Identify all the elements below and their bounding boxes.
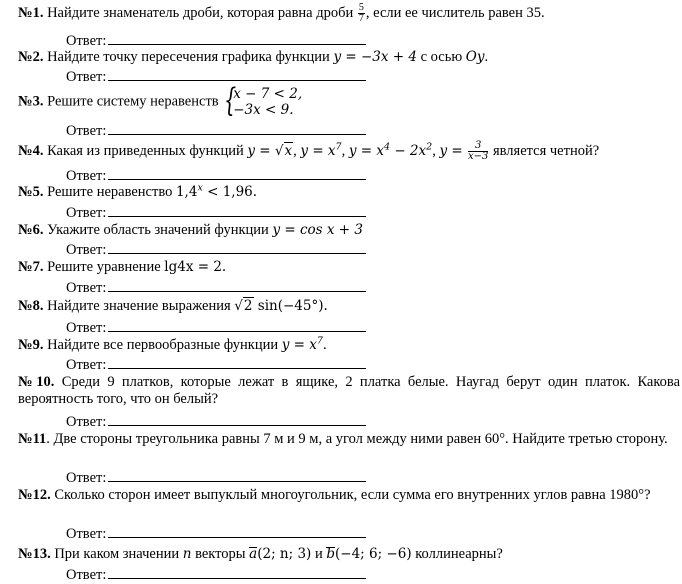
answer-row-1 — [66, 31, 366, 50]
answer-line[interactable] — [108, 203, 366, 217]
question-text: Найдите значение выражения — [47, 298, 231, 314]
question-9 — [18, 337, 680, 354]
answer-line[interactable] — [108, 468, 366, 482]
question-number: №6. — [18, 222, 44, 238]
question-text: При каком значении — [54, 546, 180, 562]
question-4: №4. Какая из приведенных функций y = √x, $y = x^7$, $y = x^4 - 2x^2$, y = $\frac{3}{x-3}$ является четной? — [18, 140, 600, 162]
question-number: №8. — [18, 298, 44, 314]
question-text: Найдите точку пересечения графика функции — [47, 49, 330, 65]
question-13 — [18, 546, 680, 563]
answer-label: Ответ: — [66, 205, 107, 221]
function-2 — [300, 143, 341, 159]
answer-line[interactable] — [108, 278, 366, 292]
vector-symbol: b — [326, 546, 335, 562]
question-1 — [18, 3, 680, 24]
math-expression — [176, 184, 257, 200]
answer-label: Ответ: — [66, 526, 107, 542]
math-expression: lg4x = 2. — [164, 259, 227, 275]
answer-label: Ответ: — [66, 242, 107, 258]
answer-row-3 — [66, 121, 366, 140]
system-row: −3x < 9. — [233, 102, 294, 118]
question-text: Решите уравнение — [47, 259, 161, 275]
answer-line[interactable] — [108, 524, 366, 538]
power-base: 1,4 — [175, 184, 198, 200]
question-8 — [18, 298, 680, 315]
answer-line[interactable] — [108, 318, 366, 332]
answer-label: Ответ: — [66, 280, 107, 296]
answer-row-8 — [66, 318, 366, 337]
answer-label: Ответ: — [66, 414, 107, 430]
answer-label: Ответ: — [66, 470, 107, 486]
question-number: №5. — [18, 184, 44, 200]
question-number: №1. — [18, 4, 44, 21]
exponent: 2 — [426, 141, 433, 153]
exponent: x — [197, 182, 203, 194]
answer-line[interactable] — [108, 412, 366, 426]
exponent: 7 — [335, 141, 342, 153]
question-text: Решите систему неравенств — [47, 93, 219, 110]
question-text: . Две стороны треугольника равны 7 м и 9 м, а угол между ними равен 60°. Найдите третью сторону. — [46, 431, 668, 447]
question-3 — [18, 81, 680, 119]
vector-b — [326, 546, 411, 562]
math-expression: y = cos x + 3 — [272, 222, 363, 238]
question-2 — [18, 49, 680, 66]
answer-label: Ответ: — [66, 123, 107, 139]
answer-line[interactable] — [108, 31, 366, 45]
function-base: y = x — [300, 143, 336, 159]
function-base: y = x — [348, 143, 384, 159]
question-number: №11 — [18, 431, 47, 447]
fraction-numerator: 5 — [358, 2, 364, 13]
question-number: №3. — [18, 93, 44, 110]
answer-row-2 — [66, 67, 366, 86]
answer-label: Ответ: — [66, 320, 107, 336]
answer-row-13 — [66, 565, 366, 584]
answer-label: Ответ: — [66, 357, 107, 373]
vector-symbol: a — [249, 546, 258, 562]
function-lhs: y = — [247, 143, 275, 159]
answer-line[interactable] — [108, 355, 366, 369]
radicand: x — [284, 143, 293, 159]
question-text: Укажите область значений функции — [47, 222, 269, 238]
question-text: Найдите все первообразные функции — [47, 337, 279, 353]
question-text-mid: с осью — [420, 49, 463, 65]
fraction — [358, 3, 365, 24]
fraction — [468, 141, 488, 162]
axis-name: Oy — [465, 49, 485, 65]
function-lhs: y = — [439, 143, 467, 159]
question-text-mid: и — [314, 546, 323, 562]
question-text-after: , если ее числитель равен 35. — [365, 4, 545, 21]
question-text-after: коллинеарны? — [415, 546, 503, 562]
answer-row-5 — [66, 203, 366, 222]
answer-line[interactable] — [108, 166, 366, 180]
fraction-denominator: x−3 — [467, 151, 489, 162]
math-expression: √2 sin(−45°). — [234, 298, 328, 314]
answer-label: Ответ: — [66, 33, 107, 49]
answer-row-10 — [66, 412, 366, 431]
fraction-numerator: 3 — [468, 141, 488, 152]
answer-row-6 — [66, 240, 366, 259]
brace-icon: { — [224, 81, 237, 119]
radicand: 2 — [243, 298, 253, 314]
function-4 — [439, 140, 489, 162]
function-3 — [349, 143, 432, 159]
question-number: №12. — [18, 487, 51, 503]
function-base: y = x — [281, 337, 317, 353]
question-11 — [18, 431, 680, 448]
question-text-after: . — [484, 49, 489, 65]
question-text-mid: векторы — [195, 546, 246, 562]
vector-coords: (−4; 6; −6) — [335, 546, 412, 562]
question-text: Сколько сторон имеет выпуклый многоугольник, если сумма его внутренних углов равна 1980°? — [54, 487, 651, 503]
vector-a — [249, 546, 311, 562]
question-10 — [18, 374, 680, 408]
inequality-rhs: < 1,96. — [202, 184, 258, 200]
fraction-denominator: 7 — [358, 13, 364, 24]
answer-label: Ответ: — [66, 168, 107, 184]
answer-row-4 — [66, 166, 366, 185]
answer-label: Ответ: — [66, 69, 107, 85]
math-expression: y = −3x + 4 — [333, 49, 417, 65]
exponent: 4 — [383, 141, 391, 153]
question-text: Решите неравенство — [47, 184, 173, 200]
math-expression — [282, 337, 323, 353]
answer-label: Ответ: — [66, 567, 107, 583]
answer-line[interactable] — [108, 565, 366, 579]
answer-row-7 — [66, 278, 366, 297]
question-6 — [18, 222, 680, 239]
function-1: y = √x — [247, 143, 293, 159]
question-number: №7. — [18, 259, 44, 275]
question-text-after: является четной? — [492, 143, 600, 159]
function-term: − 2x — [390, 143, 427, 159]
answer-row-11 — [66, 468, 366, 487]
vector-coords: (2; n; 3) — [257, 546, 312, 562]
question-12 — [18, 487, 680, 504]
math-term: sin(−45°). — [253, 298, 328, 314]
question-text: Среди 9 платков, которые лежат в ящике, 2 платка белые. Наугад берут один платок. Какова вероятность того, что он белый? — [18, 374, 681, 407]
question-text: Какая из приведенных функций — [47, 143, 244, 159]
question-number: №10. — [18, 374, 55, 390]
question-5 — [18, 184, 680, 201]
inequality-system — [224, 81, 303, 119]
exponent: 7 — [316, 335, 323, 347]
answer-row-9 — [66, 355, 366, 374]
answer-row-12 — [66, 524, 366, 543]
system-row: x − 7 < 2, — [233, 86, 303, 102]
answer-line[interactable] — [108, 121, 366, 135]
question-number: №9. — [18, 337, 44, 353]
question-number: №2. — [18, 49, 44, 65]
question-text-after: . — [322, 337, 327, 353]
question-number: №13. — [18, 546, 51, 562]
question-number: №4. — [18, 143, 44, 159]
question-text: Найдите знаменатель дроби, которая равна дроби — [47, 4, 354, 21]
answer-line[interactable] — [108, 67, 366, 81]
question-7 — [18, 259, 680, 276]
answer-line[interactable] — [108, 240, 366, 254]
variable: n — [182, 546, 192, 562]
